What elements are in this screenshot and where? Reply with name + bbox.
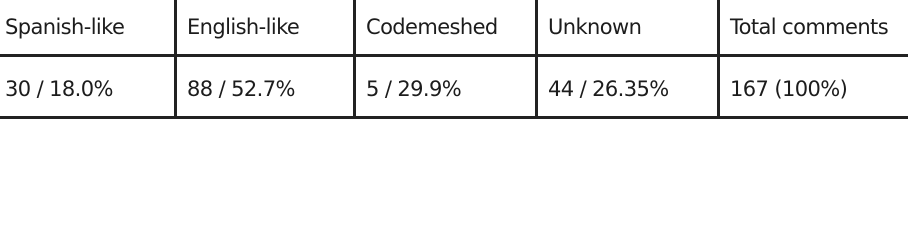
header-cell-spanish-like: Spanish-like [0, 0, 176, 56]
cell-unknown-value: 44 / 26.35% [537, 56, 719, 118]
table-row [0, 56, 908, 118]
header-cell-total-comments: Total comments [719, 0, 908, 56]
cell-english-like-value: 88 / 52.7% [176, 56, 355, 118]
table-header-row [0, 0, 908, 56]
cell-spanish-like-value: 30 / 18.0% [0, 56, 176, 118]
header-cell-unknown: Unknown [537, 0, 719, 56]
cell-total-comments-value: 167 (100%) [719, 56, 908, 118]
comments-language-table [0, 0, 908, 108]
header-cell-codemeshed: Codemeshed [355, 0, 537, 56]
data-table [0, 0, 908, 119]
cell-codemeshed-value: 5 / 29.9% [355, 56, 537, 118]
header-cell-english-like: English-like [176, 0, 355, 56]
